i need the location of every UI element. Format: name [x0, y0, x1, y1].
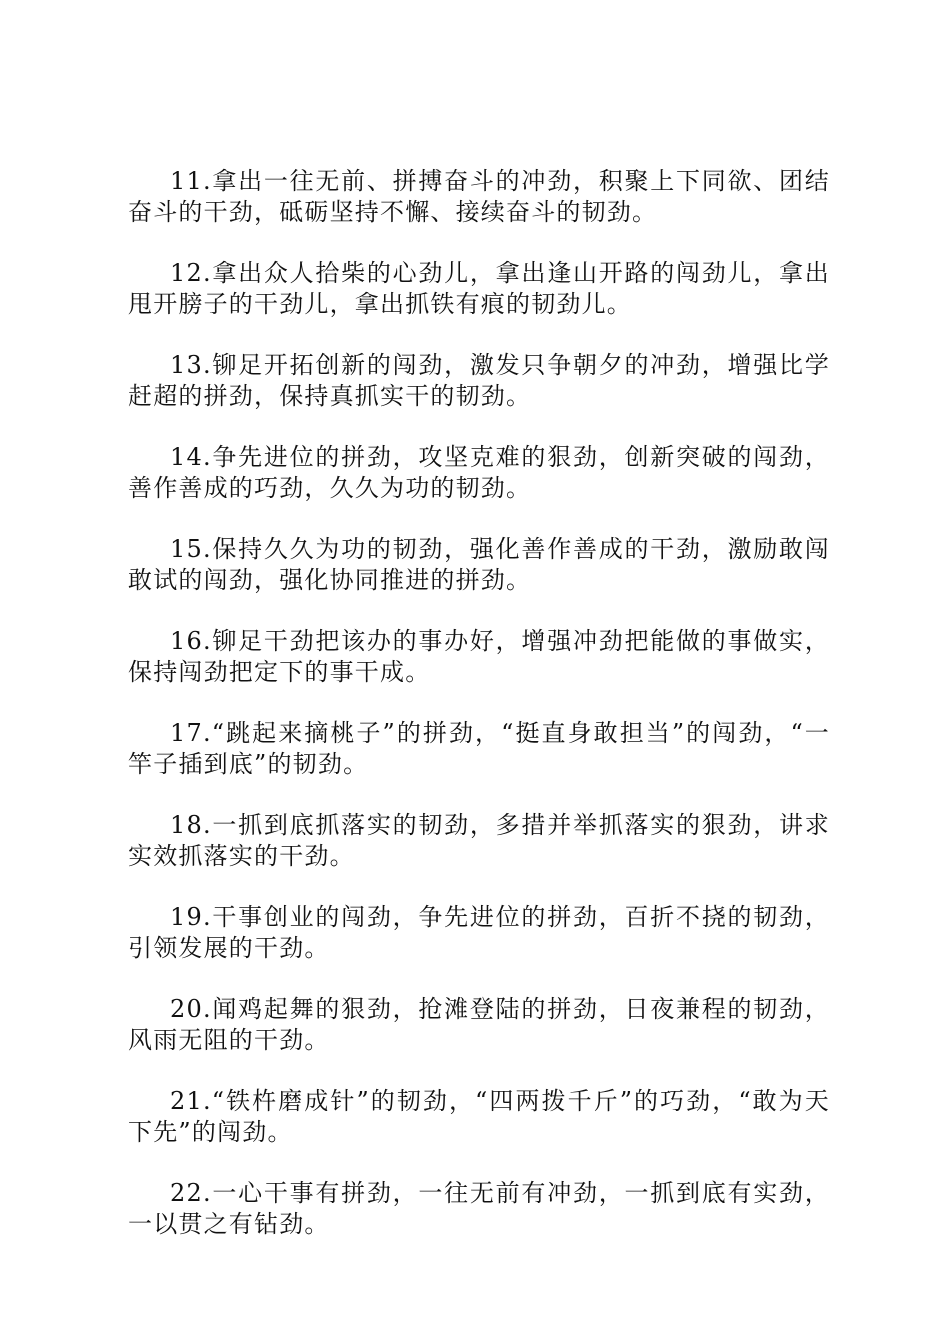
paragraph-11: 11.拿出一往无前、拼搏奋斗的冲劲，积聚上下同欲、团结奋斗的干劲，砥砺坚持不懈、接续奋斗的韧劲。: [128, 167, 830, 226]
paragraph-20: 20.闻鸡起舞的狠劲，抢滩登陆的拼劲，日夜兼程的韧劲，风雨无阻的干劲。: [128, 995, 830, 1054]
paragraph-14: 14.争先进位的拼劲，攻坚克难的狠劲，创新突破的闯劲，善作善成的巧劲，久久为功的韧劲。: [128, 443, 830, 502]
paragraph-18: 18.一抓到底抓落实的韧劲，多措并举抓落实的狠劲，讲求实效抓落实的干劲。: [128, 811, 830, 870]
paragraph-16: 16.铆足干劲把该办的事办好，增强冲劲把能做的事做实，保持闯劲把定下的事干成。: [128, 627, 830, 686]
paragraph-21: 21.“铁杵磨成针”的韧劲，“四两拨千斤”的巧劲，“敢为天下先”的闯劲。: [128, 1087, 830, 1146]
paragraph-22: 22.一心干事有拼劲，一往无前有冲劲，一抓到底有实劲，一以贯之有钻劲。: [128, 1179, 830, 1238]
paragraph-17: 17.“跳起来摘桃子”的拼劲，“挺直身敢担当”的闯劲，“一竿子插到底”的韧劲。: [128, 719, 830, 778]
paragraph-19: 19.干事创业的闯劲，争先进位的拼劲，百折不挠的韧劲，引领发展的干劲。: [128, 903, 830, 962]
paragraph-12: 12.拿出众人拾柴的心劲儿，拿出逢山开路的闯劲儿，拿出甩开膀子的干劲儿，拿出抓铁有痕的韧劲儿。: [128, 259, 830, 318]
document-body: [128, 166, 830, 1270]
paragraph-15: 15.保持久久为功的韧劲，强化善作善成的干劲，激励敢闯敢试的闯劲，强化协同推进的拼劲。: [128, 535, 830, 594]
paragraph-13: 13.铆足开拓创新的闯劲，激发只争朝夕的冲劲，增强比学赶超的拼劲，保持真抓实干的韧劲。: [128, 351, 830, 410]
